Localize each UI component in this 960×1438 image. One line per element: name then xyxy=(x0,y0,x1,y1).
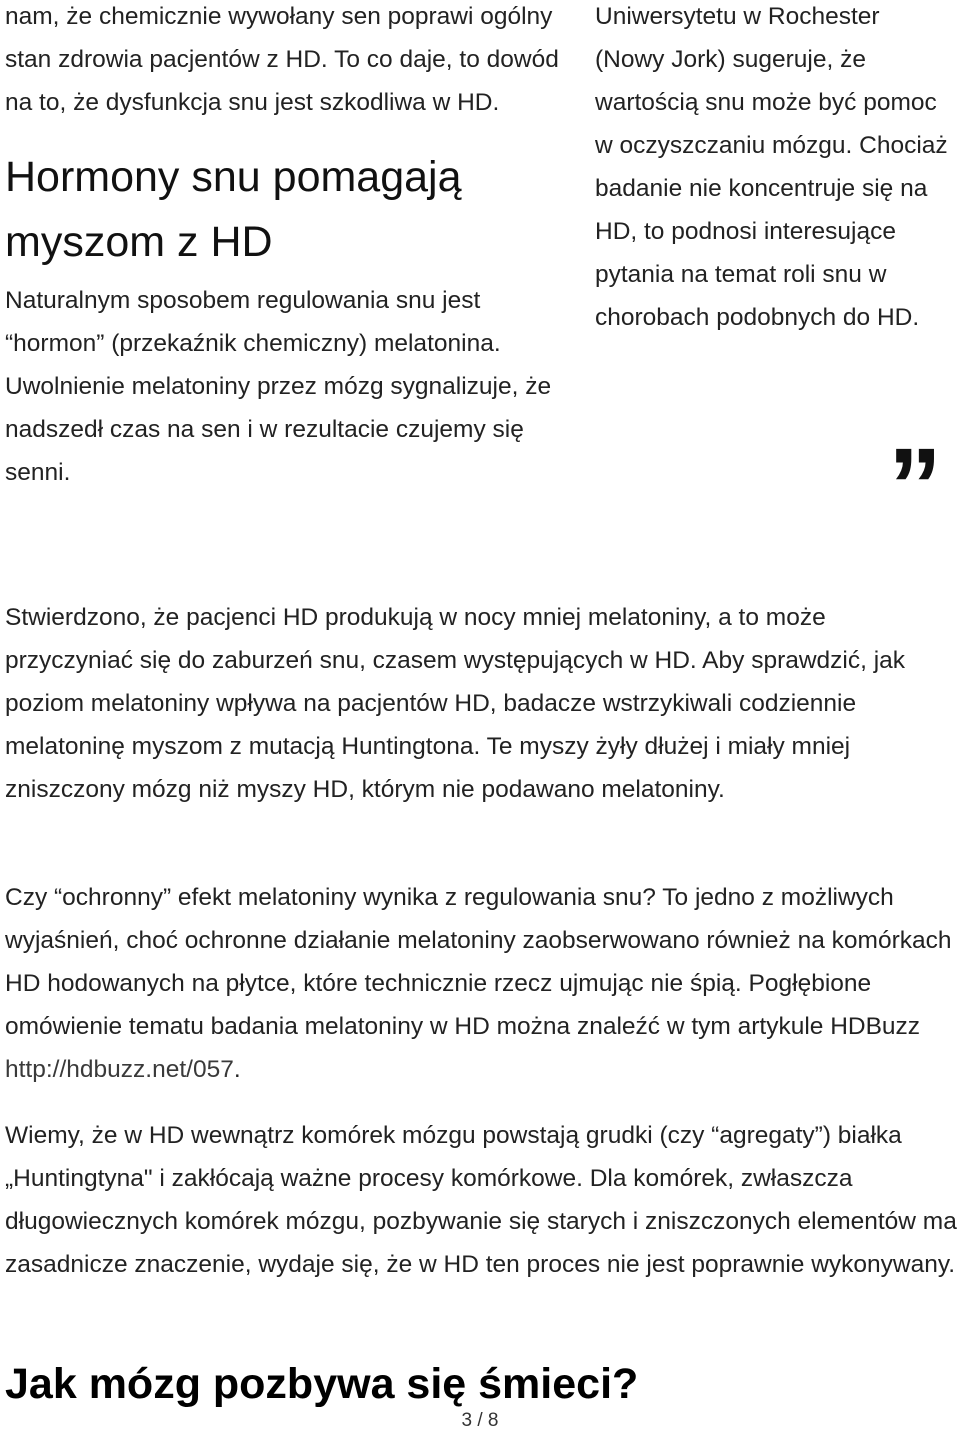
protective-effect-text: Czy “ochronny” efekt melatoniny wynika z regulowania snu? To jedno z możliwych wyjaśnień, choć ochronne działanie melatoniny zaobserwowano również na komórkach HD hodowanych na płytce, które technicznie rzecz ujmując nie śpią. Pogłębione omówienie tematu badania melatoniny w HD można znaleźć w tym artykule HDBuzz xyxy=(5,884,952,1040)
melatonin-study-paragraph: Stwierdzono, że pacjenci HD produkują w nocy mniej melatoniny, a to może przyczyniać się do zaburzeń snu, czasem występujących w HD. Aby sprawdzić, jak poziom melatoniny wpływa na pacjentów HD, badacze wstrzykiwali codziennie melatoninę myszom z mutacją Huntingtona. Te myszy żyły dłużej i miały mniej zniszczony mózg niż myszy HD, którym nie podawano melatoniny. xyxy=(5,604,906,803)
closing-quote-icon: ” xyxy=(888,425,942,546)
section-heading-brain-waste: Jak mózg pozbywa się śmieci? xyxy=(5,1360,639,1408)
left-column xyxy=(5,0,565,494)
pull-quote-text: Uniwersytetu w Rochester (Nowy Jork) sugeruje, że wartością snu może być pomoc w oczyszczaniu mózgu. Chociaż badanie nie koncentruje się na HD, to podnosi interesujące pytania na temat roli snu w chorobach podobnych do HD. xyxy=(595,3,948,331)
sentence-end: . xyxy=(233,1056,241,1083)
aggregates-paragraph: Wiemy, że w HD wewnątrz komórek mózgu powstają grudki (czy “agregaty”) białka „Huntingtyna" i zakłócają ważne procesy komórkowe. Dla komórek, zwłaszcza długowiecznych komórek mózgu, pozbywanie się starych i zniszczonych elementów ma zasadnicze znaczenie, wydaje się, że w HD ten proces nie jest poprawnie wykonywany. xyxy=(5,1122,957,1278)
page-number: 3 / 8 xyxy=(461,1410,499,1431)
melatonin-paragraph: Naturalnym sposobem regulowania snu jest “hormon” (przekaźnik chemiczny) melatonina. Uwolnienie melatoniny przez mózg sygnalizuje, że nadszedł czas na sen i w rezultacie czujemy się senni. xyxy=(5,287,552,486)
pull-quote xyxy=(595,0,955,339)
intro-paragraph: nam, że chemicznie wywołany sen poprawi ogólny stan zdrowia pacjentów z HD. To co daje, to dowód na to, że dysfunkcja snu jest szkodliwa w HD. xyxy=(5,3,559,116)
protective-effect-paragraph xyxy=(5,876,960,1091)
hdbuzz-link[interactable]: http://hdbuzz.net/057 xyxy=(5,1056,234,1083)
section-heading-sleep-hormones: Hormony snu pomagają myszom z HD xyxy=(5,153,462,266)
